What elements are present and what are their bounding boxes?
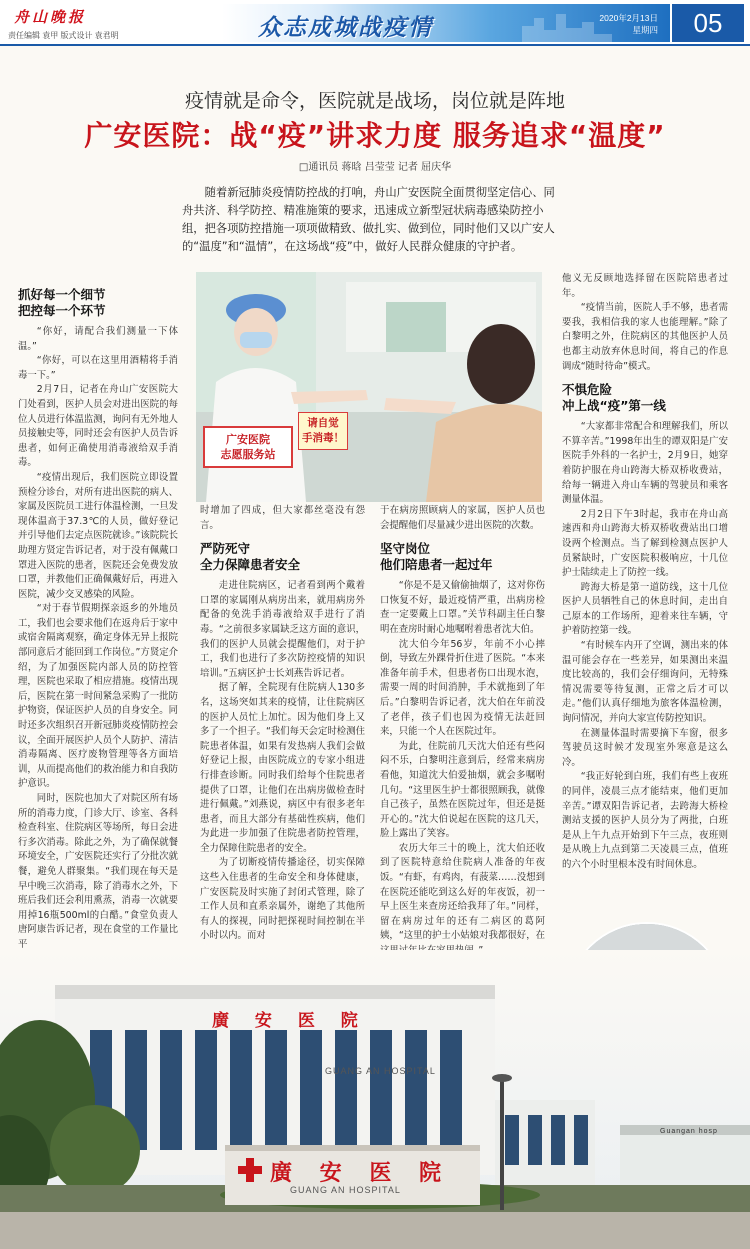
volunteer-station-sign: 广安医院 志愿服务站 [203,426,293,468]
issue-date [599,12,658,36]
col2-subheading: 严防死守 全力保障患者安全 [200,541,301,573]
photo-sanitizer-station [196,272,542,502]
article-column-4 [562,272,728,873]
newspaper-logo: 舟山晚报 [14,8,87,26]
article-byline: □通讯员 蒋晗 吕莹莹 记者 屈庆华 [298,162,452,173]
weekday-text: 星期四 [632,25,658,35]
col4-subheading: 不惧危险 冲上战“疫”第一线 [562,382,666,414]
page-number: 05 [672,4,744,42]
col3-paragraph: 沈大伯今年56岁，年前不小心摔倒，导致左外踝骨折住进了医院。“本来准备年前手术，但患者伤口出现水泡，需要一周的时间消肿，手术就拖到了年后。”白黎明告诉记者，沈大伯在年前没了老伴，孩子们也因为疫情无法赶回来，只能一个人在医院过年。 [380,638,545,738]
col4-paragraph: “疫情当前，医院人手不够，患者需要我，我相信我的家人也能理解。”除了白黎明之外，住院病区的其他医护人员也都主动放弃休息时间，将自己的作息调成“随时待命”模式。 [562,302,728,372]
col1-paragraph: 同时，医院也加大了对院区所有场所的消毒力度，门诊大厅、诊室、各科检查科室、住院病区等场所，每日会进行多次消毒。除此之外，为了确保就餐环境安全，广安医院还实行了分批次就餐，避免人群聚集。“我们现在每天是早中晚三次消毒，除了消毒水之外，下班后我们还会利用熏蒸，消毒一次就要用掉16瓶500ml的白醋。”食堂负责人唐阿康告诉记者，现在食堂的工作量比平 [18,793,178,950]
photo-hospital-building [0,950,750,1249]
building-sign-top: 廣 安 医 院 [212,1011,368,1031]
building-sign-bottom-en: GUANG AN HOSPITAL [290,1185,401,1195]
col4-paragraph: 跨海大桥是第一道防线，这十几位医护人员牺牲自己的休息时间，走出自己原本的工作场所，迎着来往车辆，守护着防控第一线。 [562,581,728,637]
section-title: 众志成城战疫情 [258,14,433,41]
building-sign-top-en: GUANG AN HOSPITAL [325,1066,436,1076]
building-sign-small: Guangan hosp [660,1128,718,1135]
date-text: 2020年2月13日 [599,13,658,23]
col2-paragraph: 走进住院病区，记者看到两个戴着口罩的家属刚从病房出来，就用病房外配备的免洗手消毒液给双手进行了消毒。“之前很多家属缺乏这方面的意识，我们的医护人员就会提醒他们，对于护工，我们也进行了多次防控疫情的知识培训。”五病区护士长刘燕告诉记者。 [200,580,365,679]
col4-paragraph: 在测量体温时需要摘下车窗，很多驾驶员这时候才发现室外寒意是这么冷。 [562,727,728,768]
article-kicker: 疫情就是命令，医院就是战场，岗位就是阵地 [184,90,565,112]
col1-paragraph: “你好，可以在这里用酒精将手消毒一下。” [18,355,178,381]
col4-paragraph: “我正好轮到白班，我们有些上夜班的同伴，凌晨三点才能结束，他们更加辛苦。”谭双阳告诉记者，去跨海大桥检测站支援的医护人员分为了两批，白班是从上午九点开始到下午三点，夜班则是从晚上九点到第二天凌晨三点，值班的六个小时里根本没有时间休息。 [562,771,728,870]
col2-paragraph: 据了解，全院现有住院病人130多名，这场突如其来的疫情，让住院病区的医护人员忙上加忙。因为他们身上又多了一个担子。“我们每天会定时检测住院患者体温，如果有发热病人我们会做好登记上报，由医院成立的专家小组进行排查诊断。同时我们给每个住院患者提供了口罩，让他们在出病房做检查时进行佩戴。”刘燕说，病区中有很多老年患者，而且大部分有基础性疾病，他们为此进一步加强了住院患者防控管理，全力保障住院患者的安全。 [200,682,365,854]
photo-hospital-scene [0,950,750,1249]
article-column-2 [200,504,365,944]
col1-subheading: 抓好每一个细节 把控每一个环节 [18,287,106,318]
article-headline: 广安医院：战“疫”讲求力度 服务追求“温度” [84,119,666,152]
sanitize-hands-sign: 请自觉 手消毒！ [298,412,348,450]
article-column-1 [18,284,178,953]
article-lead: 随着新冠肺炎疫情防控战的打响，舟山广安医院全面贯彻坚定信心、同舟共济、科学防控、精准施策的要求，迅速成立新型冠状病毒感染防控小组，把各项防控措施一项项做精致、做扎实、做到位，同时他们又以广安人的“温度”和“温情”，在这场战“疫”中，做好人民群众健康的守护者。 [182,186,555,253]
col4-paragraph: 他义无反顾地选择留在医院陪患者过年。 [562,273,728,299]
col1-paragraph: 2月7日，记者在舟山广安医院大门处看到，医护人员会对进出医院的每位人员进行体温监测，询问有无外地人员接触史等，同时还会有医护人员告诉患者，如何正确使用消毒液给双手消毒。 [18,384,178,469]
col3-paragraph: 农历大年三十的晚上，沈大伯还收到了医院特意给住院病人准备的年夜饭。“有虾，有鸡肉，有菠菜……没想到在医院还能吃到这么好的年夜饭，初一早上医生来查房还给我拜了年。”同样，留在病房过年的还有二病区的葛阿姨，“这里的护士小姑娘对我都很好，在 [380,842,545,942]
col3-paragraph: “你是不是又偷偷抽烟了，这对你伤口恢复不好，最近疫情严重，出病房检查一定要戴上口罩。”关节科副主任白黎明在查房时耐心地嘱咐着患者沈大伯。 [380,580,545,635]
col4-paragraph: “大家都非常配合和理解我们，所以不算辛苦。”1998年出生的谭双阳是广安医院手外科的一名护士，2月9日，她穿着防护服在舟山跨海大桥双桥收费站，给每一辆进入舟山车辆的驾驶员和乘客测量体温。 [562,421,728,506]
col3-paragraph: 于在病房照顾病人的家属，医护人员也会提醒他们尽量减少进出医院的次数。 [380,505,545,531]
col4-paragraph: “有时候车内开了空调，测出来的体温可能会存在一些差异，如果测出来温度比较高的，我们会仔细询问，无特殊情况需要等待复测，正常之后才可以走。”他们认真仔细地为旅客体温检测，询问情况，并向大家宣传防控知识。 [562,640,728,725]
building-sign-bottom: 廣 安 医 院 [270,1161,451,1186]
col1-paragraph: “你好，请配合我们测量一下体温。” [18,326,178,352]
header-rule [0,44,750,46]
col2-paragraph: 为了切断疫情传播途径，切实保障这些入住患者的生命安全和身体健康，广安医院及时实施了封闭式管理，除了工作人员和直系亲属外，谢绝了其他所有人的探视，同时把探视时间控制在半小时以内。而对 [200,857,365,942]
editor-credits: 责任编辑 袁甲 版式设计 袁君明 [8,31,119,40]
col4-paragraph: 2月2日下午3时起，我市在舟山高速西和舟山跨海大桥双桥收费站出口增设两个检测点。当了解到检测点医护人员紧缺时，广安医院积极响应，十几位护士陆续走上了防控一线。 [562,508,728,579]
page-header [0,0,750,44]
col2-paragraph: 时增加了四成，但大家都丝毫没有怨言。 [200,505,365,531]
col3-paragraph: 为此，住院前几天沈大伯还有些闷闷不乐，白黎明注意到后，经常来病房看他，知道沈大伯爱抽烟，就会多嘱咐几句。“这里医生护士都很照顾我，就像自己孩子，虽然在医院过年，但还是挺开心的。”沈大伯说起在医院的这几天，脸上露出了笑容。 [380,740,545,840]
section-banner [222,4,670,42]
col1-paragraph: “疫情出现后，我们医院立即设置预检分诊台，对所有进出医院的病人、家属及医院员工进行体温检测，一旦发现体温高于37.3℃的人员，做好登记并引导他们去定点医院就诊。”该院院长助理方贤定告诉记者，对于没有佩戴口罩进入医院的患者，医院还会免费发放口罩，并教他们正确佩戴好后，再进入医院，减少交叉感染的风险。 [18,471,178,600]
article-column-3 [380,504,545,988]
col1-paragraph: “对于春节假期探亲返乡的外地员工，我们也会要求他们在返舟后于家中或宿舍隔离观察，确定身体无异上报院部同意后才能回到工作岗位。”方贤定介绍，为了加强医院内部人员的防控管理，医院也采取了相应措施。疫情出现后，医院在第一时间紧急采购了一批防护物资，保证医护人员的自身安全。同时还多次组织召开新冠肺炎疫情防控会议，全面开展医护人员个人防护、清洁消毒隔离、医疗废物管理等各方面培训，从而提高他们的救治能力和自我防护意识。 [18,603,178,790]
col3-subheading: 坚守岗位 他们陪患者一起过年 [380,541,493,573]
